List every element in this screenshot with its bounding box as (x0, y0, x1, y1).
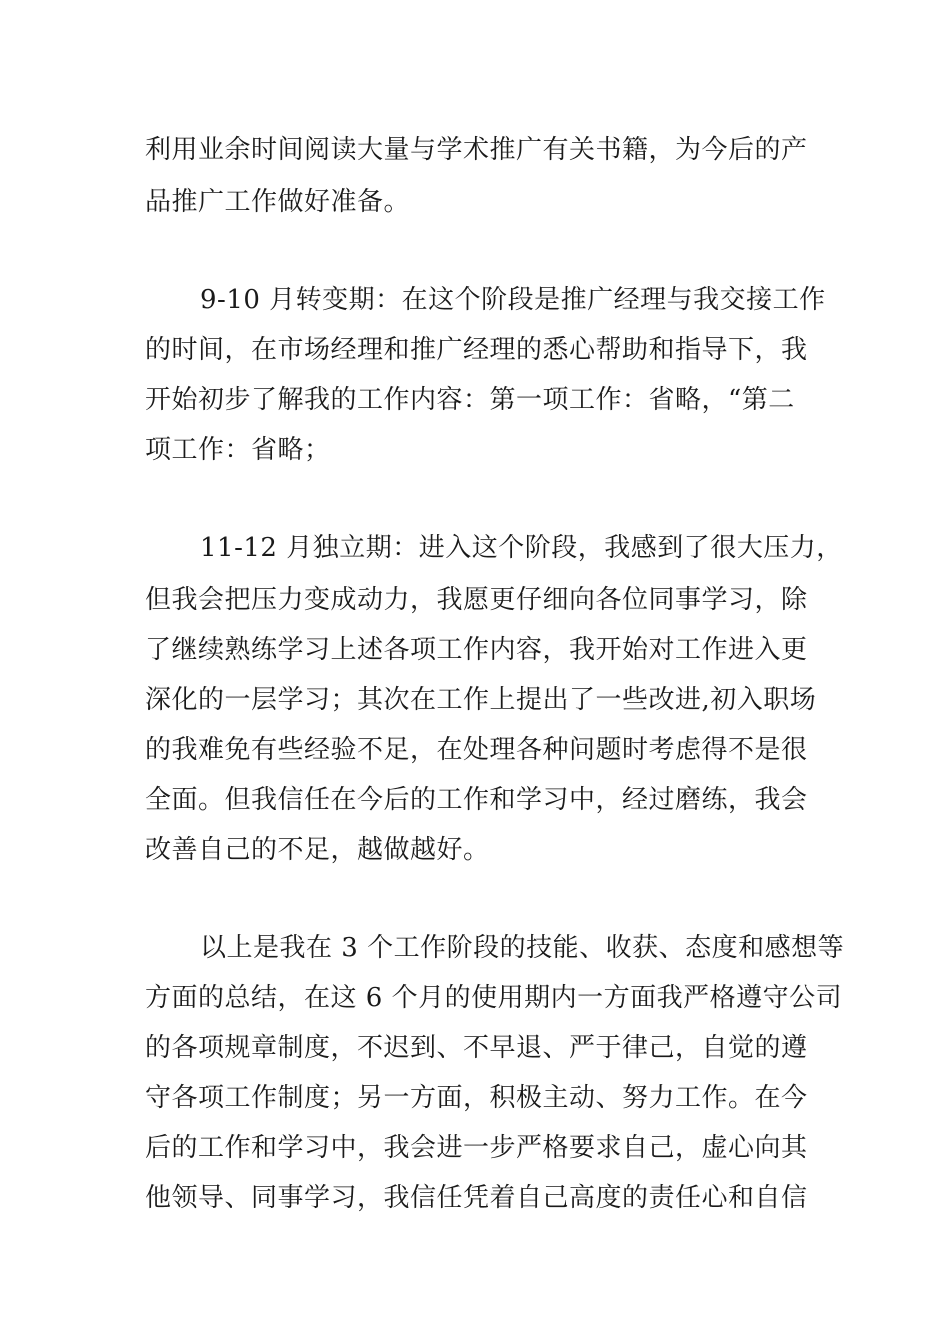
paragraph-line: 守各项工作制度；另一方面，积极主动、努力工作。在今 (145, 1083, 808, 1113)
paragraph-line: 9-10 月转变期：在这个阶段是推广经理与我交接工作 (200, 285, 826, 315)
paragraph-line: 项工作：省略； (145, 435, 331, 465)
paragraph-line: 以上是我在 3 个工作阶段的技能、收获、态度和感想等 (200, 933, 845, 963)
paragraph-line: 的各项规章制度，不迟到、不早退、严于律己，自觉的遵 (145, 1033, 808, 1063)
paragraph-line: 但我会把压力变成动力，我愿更仔细向各位同事学习，除 (145, 585, 808, 615)
paragraph-line: 他领导、同事学习，我信任凭着自己高度的责任心和自信 (145, 1183, 808, 1213)
paragraph-line: 11-12 月独立期：进入这个阶段，我感到了很大压力， (200, 533, 843, 563)
paragraph-line: 改善自己的不足，越做越好。 (145, 835, 490, 865)
paragraph-line: 品推广工作做好准备。 (145, 187, 411, 217)
paragraph-line: 利用业余时间阅读大量与学术推广有关书籍，为今后的产 (145, 135, 808, 165)
paragraph-line: 开始初步了解我的工作内容：第一项工作：省略，“第二 (145, 385, 795, 415)
paragraph-line: 的我难免有些经验不足，在处理各种问题时考虑得不是很 (145, 735, 808, 765)
paragraph-line: 了继续熟练学习上述各项工作内容，我开始对工作进入更 (145, 635, 808, 665)
paragraph-line: 深化的一层学习；其次在工作上提出了一些改进,初入职场 (145, 685, 817, 715)
paragraph-line: 的时间，在市场经理和推广经理的悉心帮助和指导下，我 (145, 335, 808, 365)
paragraph-line: 后的工作和学习中，我会进一步严格要求自己，虚心向其 (145, 1133, 808, 1163)
paragraph-line: 方面的总结，在这 6 个月的使用期内一方面我严格遵守公司 (145, 983, 843, 1013)
paragraph-line: 全面。但我信任在今后的工作和学习中，经过磨练，我会 (145, 785, 808, 815)
